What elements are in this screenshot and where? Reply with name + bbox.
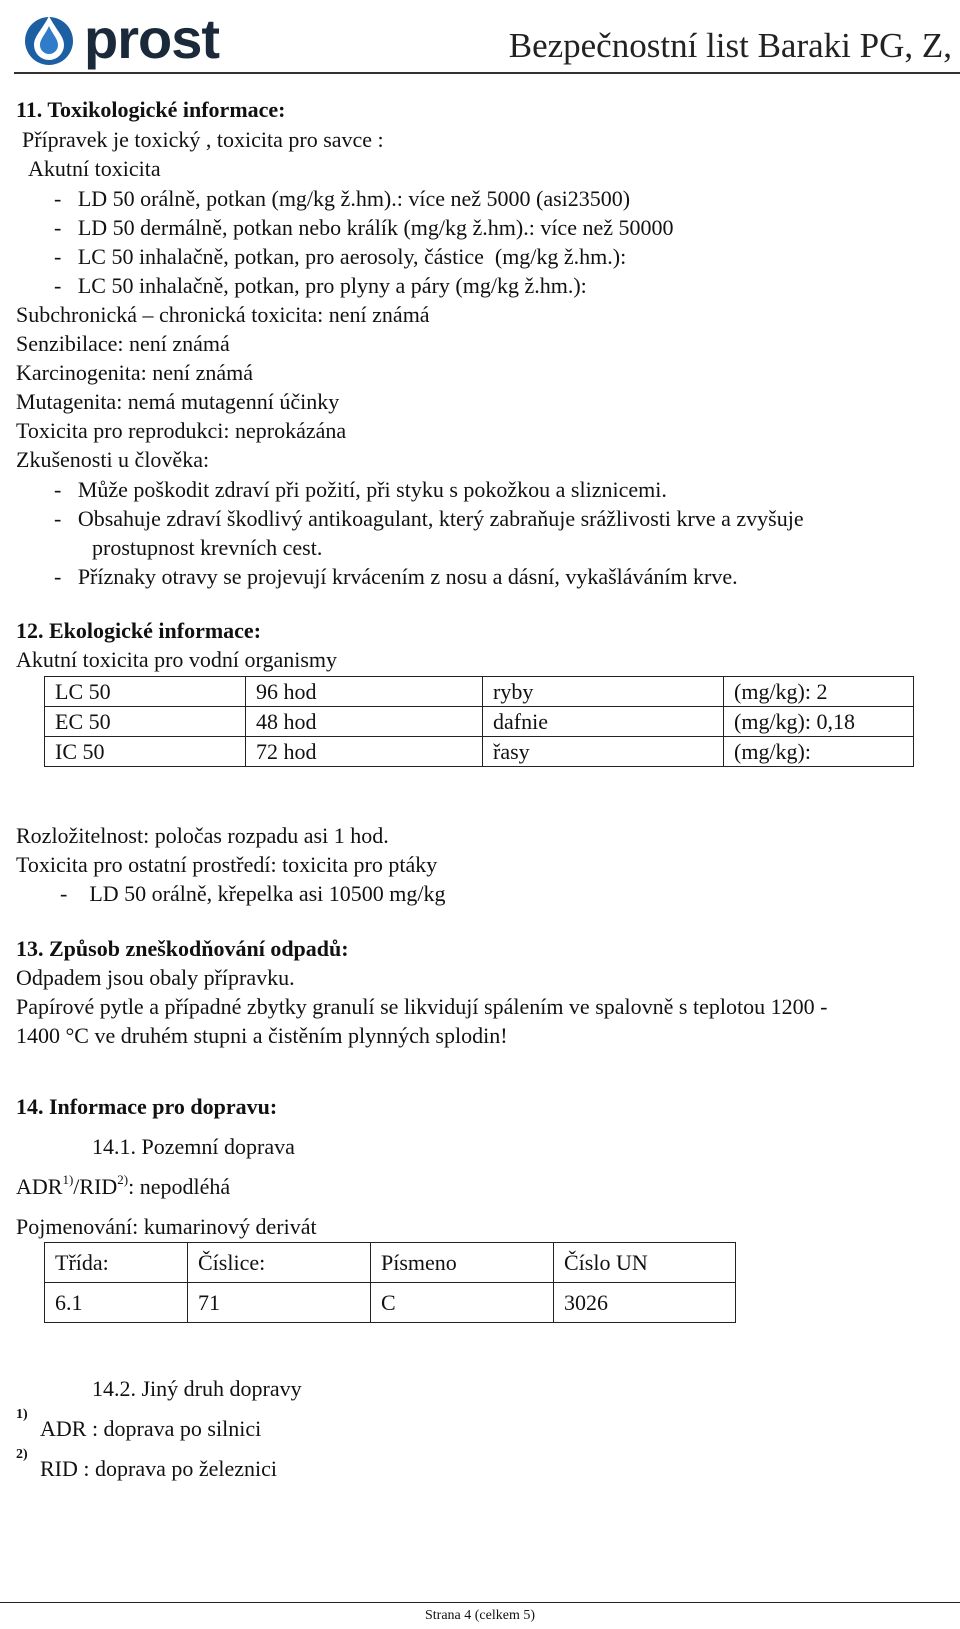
subsection-title: 14.1. Pozemní doprava — [92, 1134, 295, 1159]
drop-logo-icon — [20, 10, 78, 68]
table-cell: EC 50 — [45, 707, 246, 737]
table-cell: IC 50 — [45, 737, 246, 767]
text-line: Subchronická – chronická toxicita: není známá — [16, 302, 430, 327]
section-11-heading: 11. Toxikologické informace: — [16, 97, 286, 122]
document-title: Bezpečnostní list Baraki PG, Z, — [508, 26, 952, 65]
aquatic-toxicity-table — [44, 676, 914, 767]
adr-rid-value: : nepodléhá — [128, 1174, 231, 1199]
table-cell: 6.1 — [45, 1283, 188, 1323]
subsection-title: 14.2. Jiný druh dopravy — [92, 1376, 302, 1401]
section-13-heading: 13. Způsob zneškodňování odpadů: — [16, 936, 349, 961]
logo-text: prost — [84, 7, 219, 70]
table-row — [45, 737, 914, 767]
table-row — [45, 677, 914, 707]
text-line: Akutní toxicita pro vodní organismy — [16, 647, 338, 672]
text-line: 1400 °C ve druhém stupni a čistěním plynných splodin! — [16, 1023, 508, 1048]
list-item: - LC 50 inhalačně, potkan, pro plyny a páry (mg/kg ž.hm.): — [54, 273, 587, 298]
footnote-mark: 2) — [16, 1447, 28, 1462]
footnote-text: ADR : doprava po silnici — [40, 1416, 262, 1441]
text-line: Papírové pytle a případné zbytky granulí se likvidují spálením ve spalovně s teplotou 1200 - — [16, 994, 828, 1019]
rid-label: /RID — [73, 1174, 118, 1199]
table-header-cell: Číslice: — [188, 1243, 371, 1283]
table-cell: LC 50 — [45, 677, 246, 707]
table-cell: dafnie — [483, 707, 724, 737]
table-row — [45, 1283, 736, 1323]
text-line: Pojmenování: kumarinový derivát — [16, 1214, 317, 1239]
table-row — [45, 707, 914, 737]
transport-class-table — [44, 1242, 736, 1323]
table-header-cell: Písmeno — [371, 1243, 554, 1283]
table-cell: 48 hod — [246, 707, 483, 737]
text-line: Karcinogenita: není známá — [16, 360, 254, 385]
list-item: - LD 50 orálně, potkan (mg/kg ž.hm).: více než 5000 (asi23500) — [54, 186, 631, 211]
page-number: Strana 4 (celkem 5) — [424, 1608, 535, 1623]
text-line: Zkušenosti u člověka: — [16, 447, 210, 472]
section-12-heading: 12. Ekologické informace: — [16, 618, 262, 643]
table-cell: C — [371, 1283, 554, 1323]
table-cell: ryby — [483, 677, 724, 707]
footnote-text: RID : doprava po železnici — [40, 1456, 278, 1481]
brand-logo — [20, 8, 219, 70]
text-line: Přípravek je toxický , toxicita pro savce : — [22, 127, 384, 152]
table-cell: 72 hod — [246, 737, 483, 767]
section-14-heading: 14. Informace pro dopravu: — [16, 1094, 278, 1119]
table-cell: 71 — [188, 1283, 371, 1323]
table-cell: (mg/kg): — [724, 737, 914, 767]
list-item: - LC 50 inhalačně, potkan, pro aerosoly, částice (mg/kg ž.hm.): — [54, 244, 627, 269]
header-rule — [14, 72, 960, 74]
adr-rid-line — [16, 1173, 230, 1201]
list-item: - Obsahuje zdraví škodlivý antikoagulant, který zabraňuje srážlivosti krve a zvyšuje — [54, 506, 804, 531]
table-cell: 3026 — [554, 1283, 736, 1323]
table-header-cell: Číslo UN — [554, 1243, 736, 1283]
adr-label: ADR — [16, 1174, 63, 1199]
text-line: Mutagenita: nemá mutagenní účinky — [16, 389, 340, 414]
text-line: Akutní toxicita — [28, 156, 161, 181]
table-header-row — [45, 1243, 736, 1283]
table-cell: (mg/kg): 0,18 — [724, 707, 914, 737]
table-header-cell: Třída: — [45, 1243, 188, 1283]
table-cell: (mg/kg): 2 — [724, 677, 914, 707]
text-line: Odpadem jsou obaly přípravku. — [16, 965, 295, 990]
table-cell: 96 hod — [246, 677, 483, 707]
list-item: - LD 50 orálně, křepelka asi 10500 mg/kg — [60, 881, 446, 906]
text-line: Senzibilace: není známá — [16, 331, 230, 356]
footnote-ref: 1) — [62, 1172, 74, 1187]
text-line: Rozložitelnost: poločas rozpadu asi 1 hod. — [16, 823, 389, 848]
text-line: Toxicita pro reprodukci: neprokázána — [16, 418, 347, 443]
footer-rule — [0, 1602, 960, 1603]
text-line: Toxicita pro ostatní prostředí: toxicita pro ptáky — [16, 852, 438, 877]
list-item: - Příznaky otravy se projevují krvácením z nosu a dásní, vykašláváním krve. — [54, 564, 738, 589]
footnote-mark: 1) — [16, 1407, 28, 1422]
list-item-continuation: prostupnost krevních cest. — [92, 535, 323, 560]
list-item: - Může poškodit zdraví při požití, při styku s pokožkou a sliznicemi. — [54, 477, 667, 502]
table-cell: řasy — [483, 737, 724, 767]
footnote-ref: 2) — [117, 1172, 129, 1187]
list-item: - LD 50 dermálně, potkan nebo králík (mg/kg ž.hm).: více než 50000 — [54, 215, 674, 240]
